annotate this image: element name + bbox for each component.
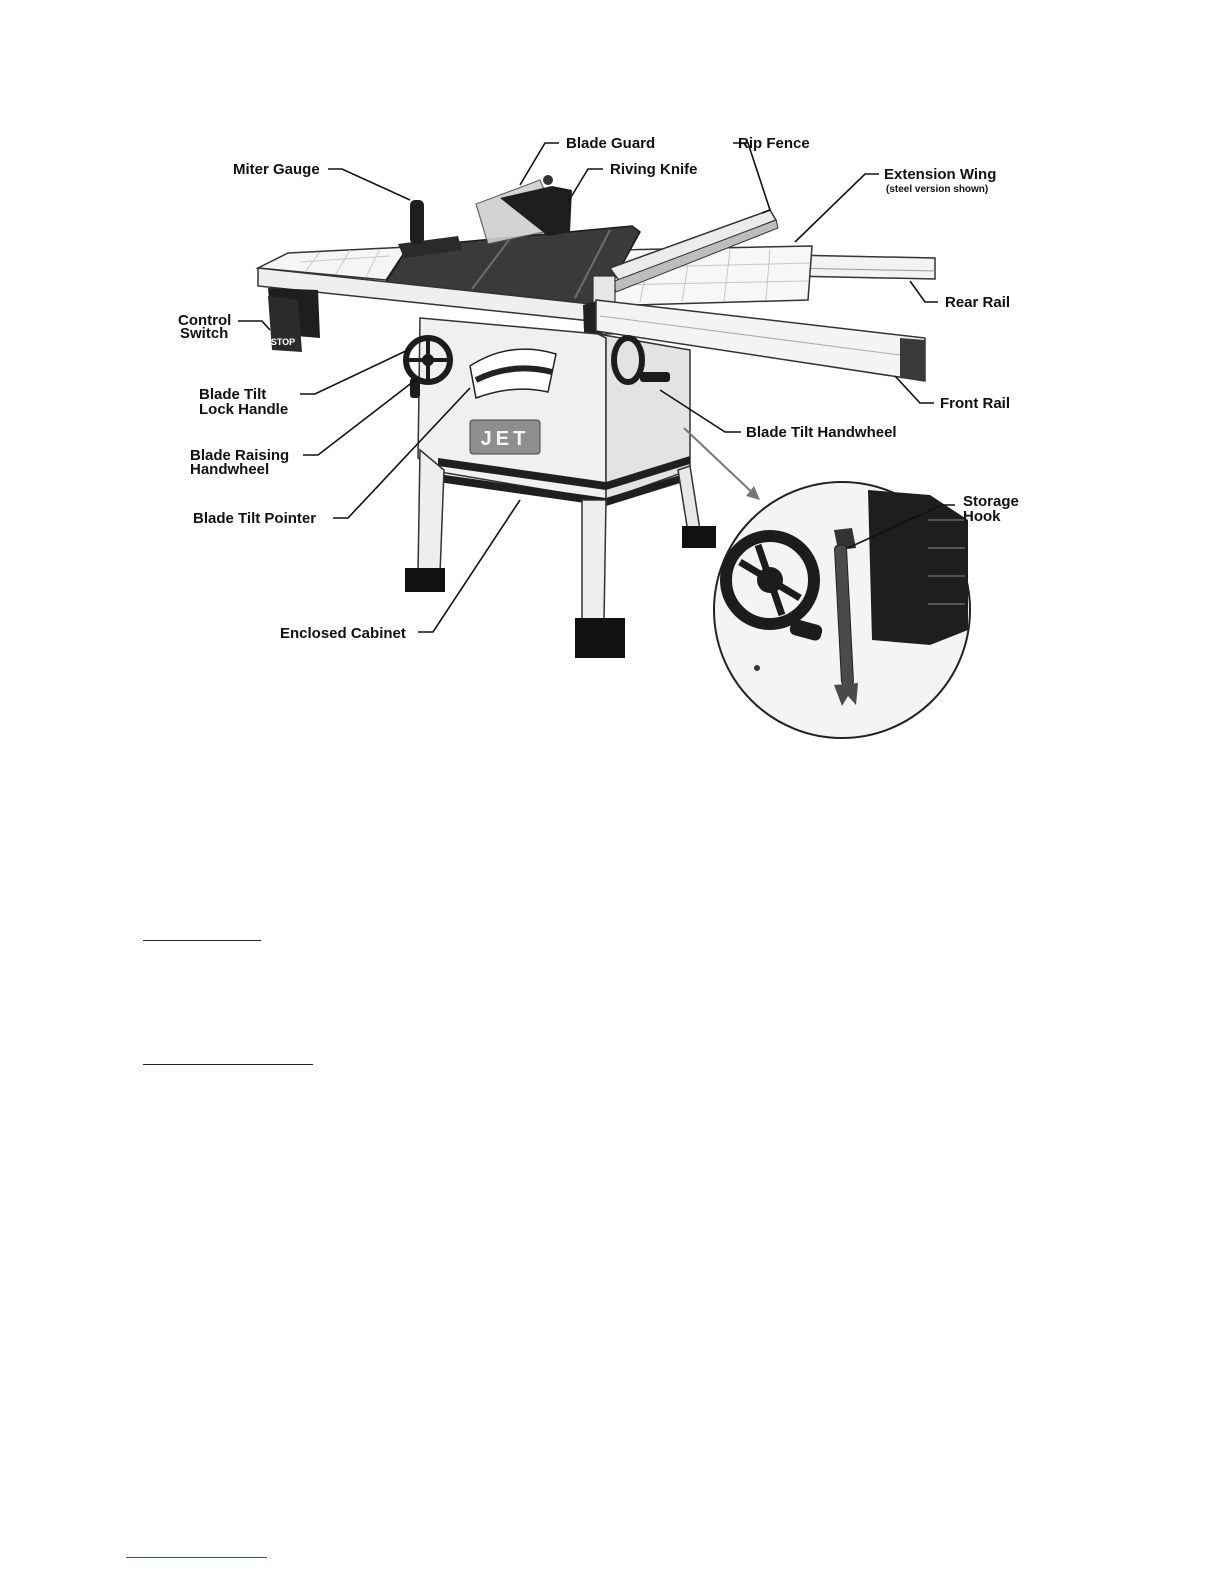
control-switch-shape (268, 288, 320, 352)
label-blade-tilt-lock-1: Blade Tilt (199, 386, 267, 403)
label-extension-wing: Extension Wing (884, 166, 997, 183)
section-rule-1 (143, 940, 261, 941)
table-saw-diagram (0, 0, 1224, 760)
label-control: Control (178, 312, 232, 329)
label-blade-tilt-lock-2: Lock Handle (199, 401, 289, 418)
label-blade-guard: Blade Guard (566, 135, 656, 152)
label-rip-fence: Rip Fence (738, 135, 810, 152)
label-miter-gauge: Miter Gauge (233, 161, 320, 178)
label-rear-rail: Rear Rail (945, 294, 1011, 311)
label-blade-raising-2: Handwheel (190, 461, 270, 478)
label-blade-tilt-handwheel: Blade Tilt Handwheel (746, 424, 897, 441)
label-blade-raising-1: Blade Raising (190, 447, 290, 464)
brand-badge-text: JET (480, 428, 530, 450)
leg-front-right (582, 500, 606, 622)
label-enclosed-cabinet: Enclosed Cabinet (280, 625, 406, 642)
label-switch: Switch (180, 325, 229, 342)
foot-front (575, 618, 625, 658)
label-riving-knife: Riving Knife (610, 161, 698, 178)
leg-front-left (418, 450, 444, 574)
label-front-rail: Front Rail (940, 395, 1010, 412)
section-rule-2 (143, 1064, 313, 1065)
storage-hook-inset (714, 482, 970, 738)
table-saw-illustration (258, 175, 970, 738)
label-extension-wing-note: (steel version shown) (886, 184, 989, 195)
label-hook: Hook (963, 508, 1001, 525)
switch-stop-text: STOP (270, 337, 296, 347)
label-blade-tilt-pointer: Blade Tilt Pointer (193, 510, 317, 527)
label-storage: Storage (963, 493, 1019, 510)
footer-link-rule (126, 1557, 267, 1558)
foot-rear (682, 526, 716, 548)
foot-left (405, 568, 445, 592)
leg-rear-right (678, 466, 700, 532)
